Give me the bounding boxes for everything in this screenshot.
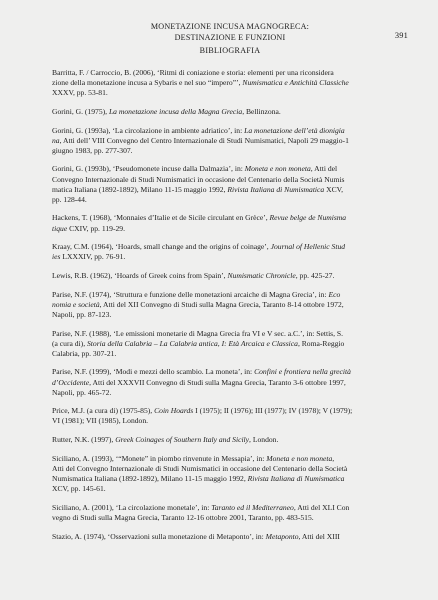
- entry-italic-text: Confini e frontiera nella grecità: [254, 367, 351, 377]
- entry-italic-text: Greek Coinages of Southern Italy and Sicily: [115, 435, 250, 445]
- entry-text: vegno di Studi sulla Magna Grecia, Taranto 12-16 ottobre 2001, Taranto, pp. 483-515.: [52, 512, 314, 522]
- entry-text: Calabria, pp. 307-21.: [52, 348, 117, 358]
- bibliography-entry: [52, 271, 408, 281]
- entry-text: Atti del Convegno Internazionale di Studi Numismatici in occasione del Centenario della Società: [52, 463, 348, 473]
- entry-text: Parise, N.F. (1988), ‘Le emissioni monetarie di Magna Grecia fra VI e V sec. a.C.’, in: Settis, S.: [52, 328, 344, 338]
- section-title: BIBLIOGRAFIA: [199, 46, 261, 55]
- entry-italic-text: Rivista Italiana di Numismatica: [227, 184, 325, 194]
- entry-text: Hackens, T. (1968), ‘Monnaies d’Italie et de Sicile circulant en Grèce’,: [52, 213, 270, 223]
- entry-text: Gorini, G. (1975),: [52, 106, 109, 116]
- bibliography-entry: [52, 454, 408, 494]
- running-header-line-2: DESTINAZIONE E FUNZIONI: [174, 32, 286, 42]
- bibliography-entry: [52, 164, 408, 204]
- entry-text: , London.: [249, 435, 279, 445]
- entry-text: XCV,: [324, 184, 344, 194]
- entry-text: Stazio, A. (1974), ‘Osservazioni sulla monetazione di Metaponto’, in:: [52, 531, 266, 541]
- bibliography-list: [52, 68, 408, 542]
- entry-text: , pp. 425-27.: [295, 270, 335, 280]
- entry-text: , Atti del XII Convegno di Studi sulla Magna Grecia, Taranto 8-14 ottobre 1972,: [99, 299, 344, 309]
- entry-text: zione della monetazione incusa a Sybaris e nel suo “impero”’,: [52, 78, 243, 88]
- entry-text: (a cura di),: [52, 338, 87, 348]
- entry-text: VI (1981); VII (1985), London.: [52, 416, 149, 426]
- bibliography-entry: [52, 107, 408, 117]
- entry-text: , Atti dell’ VIII Convegno del Centro Internazionale di Studi Numismatici, Napoli 29 maggio-1: [59, 135, 349, 145]
- bibliography-entry: [52, 435, 408, 445]
- bibliography-entry: [52, 532, 408, 542]
- entry-text: Numismatica Italiana (1892-1892), Milano 11-15 maggio 1992,: [52, 473, 248, 483]
- entry-italic-text: tique: [52, 223, 68, 233]
- entry-text: Parise, N.F. (1974), ‘Struttura e funzione delle monetazioni arcaiche di Magna Grecia’, in:: [52, 289, 329, 299]
- entry-italic-text: d’Occidente: [52, 377, 90, 387]
- entry-italic-text: Metaponto: [265, 531, 299, 541]
- entry-text: , Atti del XXXVII Convegno di Studi sulla Magna Grecia, Taranto 3-6 ottobre 1997,: [89, 377, 346, 387]
- entry-italic-text: Moneta e non moneta: [244, 164, 311, 174]
- entry-text: XXXV, pp. 53-81.: [52, 88, 108, 98]
- bibliography-entry: [52, 290, 408, 320]
- entry-italic-text: na: [52, 135, 60, 145]
- entry-italic-text: La monetazione incusa della Magna Grecia: [108, 106, 243, 116]
- bibliography-entry: [52, 213, 408, 233]
- entry-italic-text: Rivista Italiana di Numismatica: [247, 473, 345, 483]
- bibliography-entry: [52, 329, 408, 359]
- entry-text: Siciliano, A. (2001), ‘La circolazione monetale’, in:: [52, 502, 212, 512]
- entry-text: giugno 1983, pp. 277-307.: [52, 145, 133, 155]
- entry-text: Lewis, R.B. (1962), ‘Hoards of Greek coins from Spain’,: [52, 270, 228, 280]
- entry-text: Napoli, pp. 87-123.: [52, 309, 112, 319]
- entry-italic-text: Revue belge de Numisma: [269, 213, 347, 223]
- entry-italic-text: Moneta e non moneta: [266, 453, 333, 463]
- page-number: 391: [394, 31, 408, 40]
- entry-text: , Atti del XLI Con: [293, 502, 350, 512]
- entry-italic-text: Storia della Calabria – La Calabria antica, I: Età Arcaica e Classica: [87, 338, 298, 348]
- entry-text: , Atti del XIII: [298, 531, 340, 541]
- entry-italic-text: Eco: [328, 289, 341, 299]
- entry-text: CXIV, pp. 119-29.: [67, 223, 125, 233]
- entry-text: Kraay, C.M. (1964), ‘Hoards, small change and the origins of coinage’,: [52, 242, 271, 252]
- entry-text: ,: [332, 453, 335, 463]
- bibliography-entry: [52, 406, 408, 426]
- entry-text: Barritta, F. / Carroccio, B. (2006), ‘Ritmi di coniazione e storia: elementi per una riconsidera: [52, 68, 334, 77]
- entry-text: , Bellinzona.: [242, 106, 281, 116]
- bibliography-entry: [52, 68, 408, 98]
- entry-italic-text: Coin Hoards: [154, 406, 194, 416]
- entry-italic-text: nomia e società: [52, 299, 100, 309]
- entry-text: , Atti del: [310, 164, 338, 174]
- running-header-line-1: MONETAZIONE INCUSA MAGNOGRECA:: [150, 22, 310, 31]
- entry-text: Siciliano, A. (1993), ‘“Monete” in piombo rinvenute in Messapia’, in:: [52, 453, 267, 463]
- entry-text: XCV, pp. 145-61.: [52, 484, 106, 494]
- entry-text: Gorini, G. (1993a), ‘La circolazione in ambiente adriatico’, in:: [52, 125, 245, 135]
- entry-text: , Roma-Reggio: [297, 338, 345, 348]
- entry-text: LXXXIV, pp. 76-91.: [60, 252, 126, 262]
- entry-text: Price, M.J. (a cura di) (1975-85),: [52, 406, 155, 416]
- entry-text: matica Italiana (1892-1892), Milano 11-15 maggio 1992,: [52, 184, 228, 194]
- bibliography-entry: [52, 367, 408, 397]
- entry-text: Rutter, N.K. (1997),: [52, 435, 116, 445]
- entry-text: Convegno Internazionale di Studi Numismatici in occasione del Centenario della Società Numis: [52, 174, 345, 184]
- entry-italic-text: Numismatica e Antichità Classiche: [242, 78, 349, 88]
- entry-italic-text: La monetazione dell’età dionigia: [244, 125, 345, 135]
- running-header: [52, 22, 408, 43]
- bibliography-entry: [52, 242, 408, 262]
- bibliography-entry: [52, 503, 408, 523]
- entry-italic-text: Taranto ed il Mediterraneo: [211, 502, 294, 512]
- bibliography-entry: [52, 126, 408, 156]
- entry-text: pp. 128-44.: [52, 194, 87, 204]
- entry-italic-text: Journal of Hellenic Stud: [270, 242, 346, 252]
- entry-text: I (1975); II (1976); III (1977); IV (1978); V (1979);: [193, 406, 353, 416]
- entry-italic-text: ies: [52, 252, 61, 262]
- entry-text: Napoli, pp. 465-72.: [52, 387, 112, 397]
- entry-italic-text: Numismatic Chronicle: [227, 270, 296, 280]
- entry-text: Gorini, G. (1993b), ‘Pseudomonete incuse dalla Dalmazia’, in:: [52, 164, 245, 174]
- entry-text: Parise, N.F. (1999), ‘Modi e mezzi dello scambio. La moneta’, in:: [52, 367, 255, 377]
